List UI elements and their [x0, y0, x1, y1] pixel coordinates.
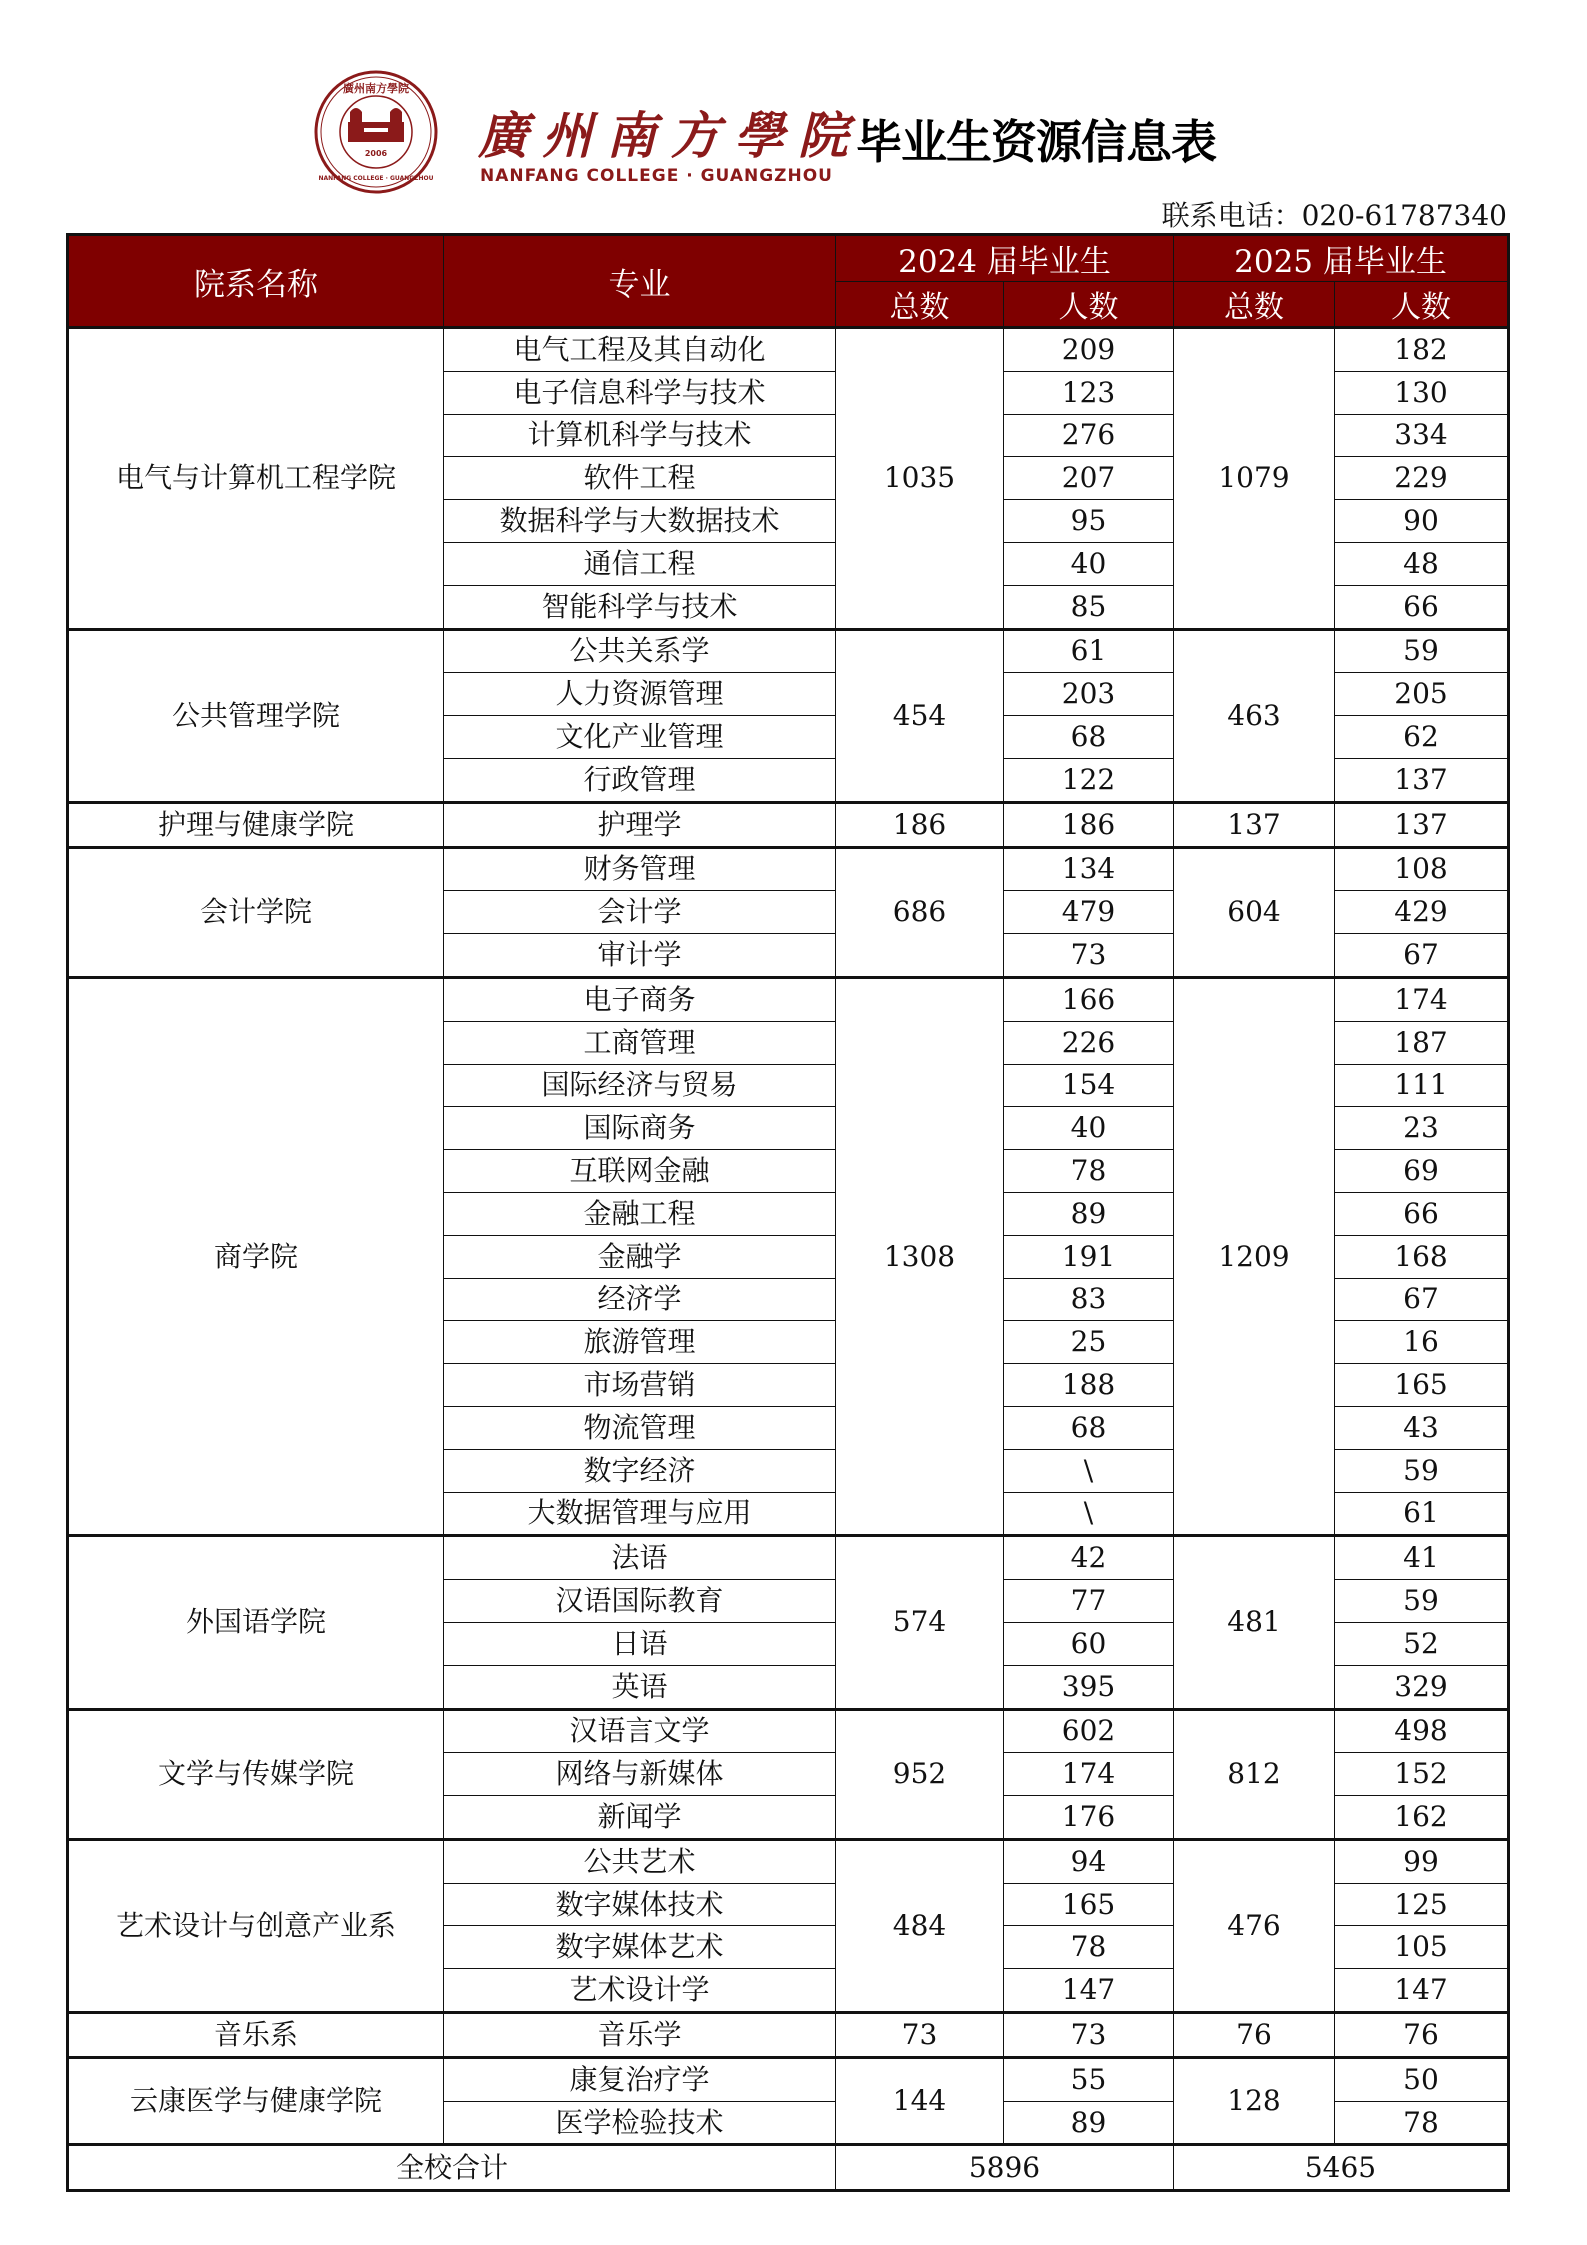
table-body [68, 328, 1509, 2145]
major-name: 公共艺术 [444, 1839, 836, 1883]
column-header-class-2025: 2025 届毕业生 [1174, 235, 1509, 282]
major-name: 艺术设计学 [444, 1969, 836, 2013]
major-count-2025: 59 [1335, 1449, 1509, 1492]
department-total-2024: 73 [836, 2013, 1004, 2058]
department-name: 艺术设计与创意产业系 [68, 1839, 444, 2012]
major-name: 新闻学 [444, 1796, 836, 1840]
major-count-2024: 203 [1004, 673, 1174, 716]
department-total-2025: 481 [1174, 1536, 1335, 1709]
major-name: 汉语言文学 [444, 1709, 836, 1753]
major-count-2024: 78 [1004, 1150, 1174, 1193]
major-count-2024: 68 [1004, 1406, 1174, 1449]
column-header-department: 院系名称 [68, 235, 444, 328]
department-total-2024: 1035 [836, 328, 1004, 630]
major-count-2024: 94 [1004, 1839, 1174, 1883]
major-name: 公共关系学 [444, 629, 836, 673]
major-count-2025: 48 [1335, 542, 1509, 585]
major-name: 日语 [444, 1622, 836, 1665]
department-name: 公共管理学院 [68, 629, 444, 802]
table-row [68, 2013, 1509, 2058]
major-name: 护理学 [444, 802, 836, 847]
major-name: 通信工程 [444, 542, 836, 585]
department-total-2025: 812 [1174, 1709, 1335, 1839]
major-count-2025: 59 [1335, 1580, 1509, 1623]
major-count-2025: 137 [1335, 758, 1509, 802]
major-name: 数字媒体艺术 [444, 1926, 836, 1969]
department-total-2024: 574 [836, 1536, 1004, 1709]
major-count-2024: 95 [1004, 500, 1174, 543]
department-total-2024: 454 [836, 629, 1004, 802]
major-name: 数字经济 [444, 1449, 836, 1492]
page-header [0, 0, 1587, 230]
major-count-2024: 78 [1004, 1926, 1174, 1969]
major-count-2025: 125 [1335, 1883, 1509, 1926]
major-count-2025: 111 [1335, 1064, 1509, 1107]
major-name: 工商管理 [444, 1021, 836, 1064]
major-name: 电气工程及其自动化 [444, 328, 836, 372]
major-name: 软件工程 [444, 457, 836, 500]
major-count-2025: 69 [1335, 1150, 1509, 1193]
major-name: 智能科学与技术 [444, 585, 836, 629]
major-count-2025: 59 [1335, 629, 1509, 673]
column-header-class-2024: 2024 届毕业生 [836, 235, 1174, 282]
major-count-2025: 429 [1335, 891, 1509, 934]
major-name: 医学检验技术 [444, 2101, 836, 2145]
department-name: 护理与健康学院 [68, 802, 444, 847]
major-name: 财务管理 [444, 847, 836, 891]
department-name: 文学与传媒学院 [68, 1709, 444, 1839]
major-name: 市场营销 [444, 1364, 836, 1407]
major-count-2024: 68 [1004, 716, 1174, 759]
major-name: 数字媒体技术 [444, 1883, 836, 1926]
major-name: 文化产业管理 [444, 716, 836, 759]
major-name: 经济学 [444, 1278, 836, 1321]
major-name: 国际商务 [444, 1107, 836, 1150]
major-count-2025: 50 [1335, 2057, 1509, 2101]
major-name: 数据科学与大数据技术 [444, 500, 836, 543]
table-row [68, 629, 1509, 673]
table-row [68, 847, 1509, 891]
major-name: 网络与新媒体 [444, 1753, 836, 1796]
table-row [68, 1839, 1509, 1883]
major-count-2025: 41 [1335, 1536, 1509, 1580]
major-name: 国际经济与贸易 [444, 1064, 836, 1107]
major-count-2024: 174 [1004, 1753, 1174, 1796]
major-count-2025: 182 [1335, 328, 1509, 372]
graduate-resource-table [66, 233, 1510, 2192]
department-total-2025: 76 [1174, 2013, 1335, 2058]
department-name: 外国语学院 [68, 1536, 444, 1709]
department-total-2025: 476 [1174, 1839, 1335, 2012]
department-total-2025: 128 [1174, 2057, 1335, 2145]
major-count-2025: 229 [1335, 457, 1509, 500]
major-name: 电子商务 [444, 977, 836, 1021]
major-count-2024: 122 [1004, 758, 1174, 802]
major-name: 金融学 [444, 1235, 836, 1278]
major-name: 计算机科学与技术 [444, 414, 836, 457]
major-count-2025: 165 [1335, 1364, 1509, 1407]
column-header-2024-count: 人数 [1004, 282, 1174, 328]
major-count-2024: 89 [1004, 2101, 1174, 2145]
major-name: 法语 [444, 1536, 836, 1580]
major-count-2024: 60 [1004, 1622, 1174, 1665]
major-count-2025: 334 [1335, 414, 1509, 457]
major-name: 汉语国际教育 [444, 1580, 836, 1623]
major-count-2024: 165 [1004, 1883, 1174, 1926]
major-count-2024: 276 [1004, 414, 1174, 457]
department-name: 商学院 [68, 977, 444, 1535]
major-count-2025: 152 [1335, 1753, 1509, 1796]
major-count-2024: 188 [1004, 1364, 1174, 1407]
major-count-2024: 209 [1004, 328, 1174, 372]
department-name: 电气与计算机工程学院 [68, 328, 444, 630]
major-count-2024: 77 [1004, 1580, 1174, 1623]
major-count-2025: 168 [1335, 1235, 1509, 1278]
major-count-2025: 498 [1335, 1709, 1509, 1753]
department-total-2025: 463 [1174, 629, 1335, 802]
major-count-2025: 174 [1335, 977, 1509, 1021]
major-count-2025: 137 [1335, 802, 1509, 847]
major-name: 行政管理 [444, 758, 836, 802]
major-count-2025: 43 [1335, 1406, 1509, 1449]
department-total-2025: 1079 [1174, 328, 1335, 630]
major-count-2025: 147 [1335, 1969, 1509, 2013]
major-count-2024: 83 [1004, 1278, 1174, 1321]
department-name: 会计学院 [68, 847, 444, 977]
college-seal-logo [314, 70, 438, 194]
major-count-2024: 395 [1004, 1665, 1174, 1709]
department-total-2024: 952 [836, 1709, 1004, 1839]
svg-text:廣州南方學院: 廣州南方學院 [343, 82, 409, 95]
grand-total-2025: 5465 [1174, 2145, 1509, 2191]
major-count-2024: 73 [1004, 2013, 1174, 2058]
major-name: 会计学 [444, 891, 836, 934]
major-count-2024: 166 [1004, 977, 1174, 1021]
department-total-2024: 144 [836, 2057, 1004, 2145]
major-count-2025: 187 [1335, 1021, 1509, 1064]
department-total-2024: 686 [836, 847, 1004, 977]
major-name: 互联网金融 [444, 1150, 836, 1193]
column-header-major: 专业 [444, 235, 836, 328]
major-count-2024: 147 [1004, 1969, 1174, 2013]
major-count-2024: 134 [1004, 847, 1174, 891]
major-name: 英语 [444, 1665, 836, 1709]
major-count-2024: 191 [1004, 1235, 1174, 1278]
contact-phone: 联系电话：020-61787340 [1161, 199, 1507, 232]
major-count-2024: 61 [1004, 629, 1174, 673]
major-name: 金融工程 [444, 1192, 836, 1235]
major-count-2025: 90 [1335, 500, 1509, 543]
major-count-2025: 76 [1335, 2013, 1509, 2058]
major-count-2024: 176 [1004, 1796, 1174, 1840]
major-count-2024: \ [1004, 1449, 1174, 1492]
major-count-2025: 67 [1335, 1278, 1509, 1321]
grand-total-row [68, 2145, 1509, 2191]
major-count-2025: 16 [1335, 1321, 1509, 1364]
table-row [68, 1536, 1509, 1580]
major-count-2025: 66 [1335, 1192, 1509, 1235]
major-count-2025: 329 [1335, 1665, 1509, 1709]
major-count-2024: 186 [1004, 802, 1174, 847]
major-name: 物流管理 [444, 1406, 836, 1449]
table-row [68, 1709, 1509, 1753]
major-count-2025: 130 [1335, 371, 1509, 414]
column-header-2025-count: 人数 [1335, 282, 1509, 328]
major-count-2024: 55 [1004, 2057, 1174, 2101]
major-count-2025: 52 [1335, 1622, 1509, 1665]
table-row [68, 2057, 1509, 2101]
department-name: 云康医学与健康学院 [68, 2057, 444, 2145]
major-count-2025: 105 [1335, 1926, 1509, 1969]
table-row [68, 328, 1509, 372]
table-row [68, 802, 1509, 847]
major-count-2025: 108 [1335, 847, 1509, 891]
department-total-2025: 1209 [1174, 977, 1335, 1535]
major-count-2024: 40 [1004, 1107, 1174, 1150]
major-count-2025: 62 [1335, 716, 1509, 759]
grand-total-2024: 5896 [836, 2145, 1174, 2191]
column-header-2024-total: 总数 [836, 282, 1004, 328]
department-total-2024: 186 [836, 802, 1004, 847]
major-count-2025: 66 [1335, 585, 1509, 629]
major-count-2025: 78 [1335, 2101, 1509, 2145]
department-name: 音乐系 [68, 2013, 444, 2058]
grand-total-label: 全校合计 [68, 2145, 836, 2191]
major-count-2024: 207 [1004, 457, 1174, 500]
major-count-2024: 89 [1004, 1192, 1174, 1235]
major-name: 审计学 [444, 934, 836, 978]
major-count-2025: 99 [1335, 1839, 1509, 1883]
page-title: 毕业生资源信息表 [856, 115, 1216, 169]
major-name: 人力资源管理 [444, 673, 836, 716]
major-name: 大数据管理与应用 [444, 1492, 836, 1536]
column-header-2025-total: 总数 [1174, 282, 1335, 328]
department-total-2024: 484 [836, 1839, 1004, 2012]
major-count-2024: 40 [1004, 542, 1174, 585]
major-count-2024: \ [1004, 1492, 1174, 1536]
major-count-2024: 123 [1004, 371, 1174, 414]
major-count-2025: 205 [1335, 673, 1509, 716]
major-count-2024: 154 [1004, 1064, 1174, 1107]
major-name: 电子信息科学与技术 [444, 371, 836, 414]
college-name-en: NANFANG COLLEGE · GUANGZHOU [480, 166, 833, 186]
major-count-2025: 61 [1335, 1492, 1509, 1536]
major-count-2024: 85 [1004, 585, 1174, 629]
department-total-2025: 137 [1174, 802, 1335, 847]
major-count-2024: 73 [1004, 934, 1174, 978]
table-row [68, 977, 1509, 1021]
major-count-2025: 23 [1335, 1107, 1509, 1150]
major-count-2024: 602 [1004, 1709, 1174, 1753]
department-total-2024: 1308 [836, 977, 1004, 1535]
major-count-2025: 162 [1335, 1796, 1509, 1840]
major-name: 音乐学 [444, 2013, 836, 2058]
department-total-2025: 604 [1174, 847, 1335, 977]
major-count-2024: 479 [1004, 891, 1174, 934]
major-name: 康复治疗学 [444, 2057, 836, 2101]
major-count-2025: 67 [1335, 934, 1509, 978]
svg-text:NANFANG COLLEGE · GUANGZHOU: NANFANG COLLEGE · GUANGZHOU [318, 175, 434, 182]
major-name: 旅游管理 [444, 1321, 836, 1364]
college-name-cn: 廣州南方學院 [478, 106, 862, 165]
svg-text:2006: 2006 [364, 149, 388, 158]
major-count-2024: 42 [1004, 1536, 1174, 1580]
major-count-2024: 226 [1004, 1021, 1174, 1064]
major-count-2024: 25 [1004, 1321, 1174, 1364]
